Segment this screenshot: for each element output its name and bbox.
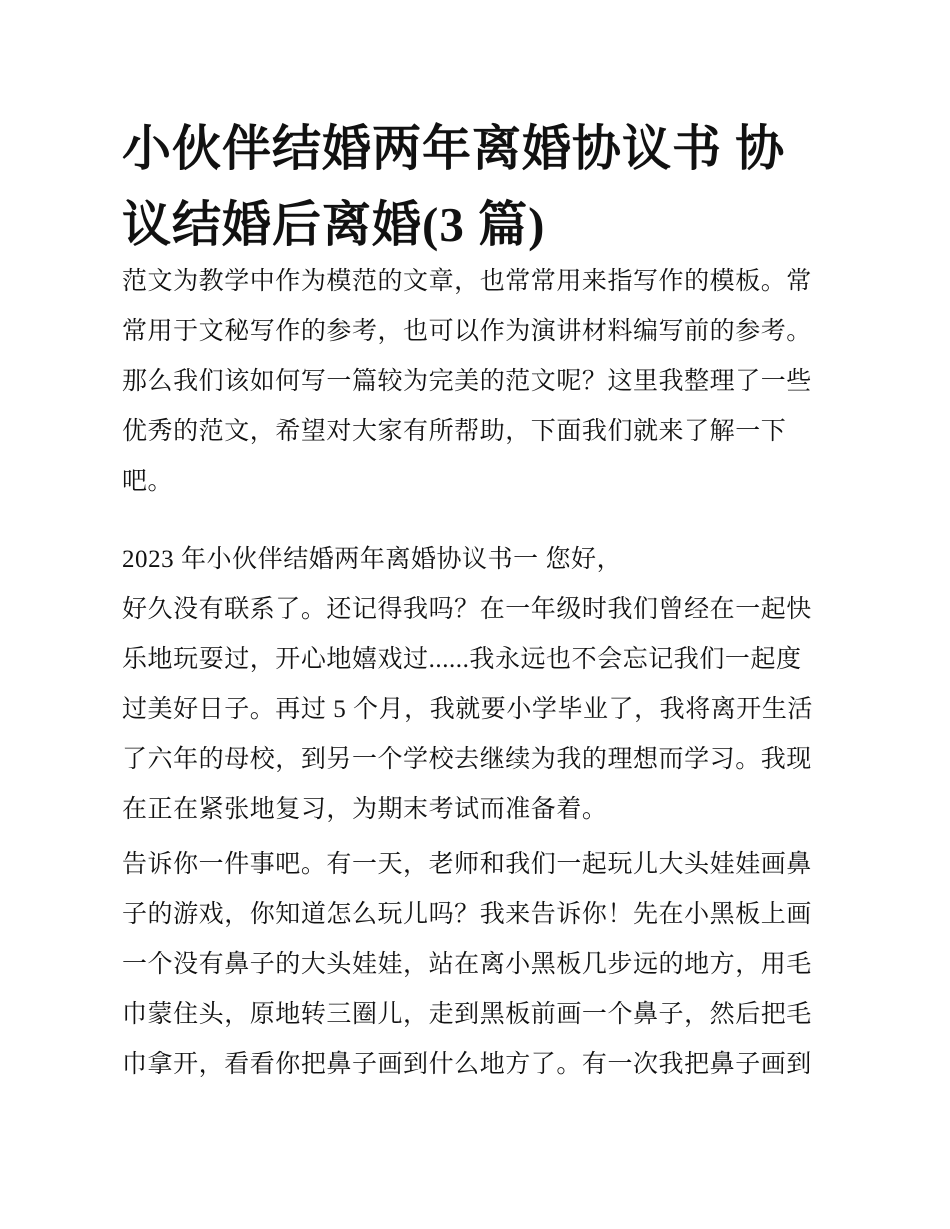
text-line: 常用于文秘写作的参考，也可以作为演讲材料编写前的参考。 [122,318,812,345]
text-line: 巾蒙住头，原地转三圈儿，走到黑板前画一个鼻子，然后把毛 [122,1001,812,1028]
text-line: 范文为教学中作为模范的文章，也常常用来指写作的模板。常 [122,268,812,295]
text-line: 好久没有联系了。还记得我吗？在一年级时我们曾经在一起快 [122,596,812,623]
paragraph-intro [122,257,830,507]
text-line: 在正在紧张地复习，为期末考试而准备着。 [122,796,608,823]
text-line: 了六年的母校，到另一个学校去继续为我的理想而学习。我现 [122,746,812,773]
text-line: 2023 年小伙伴结婚两年离婚协议书一 您好， [122,546,623,573]
text-line: 过美好日子。再过 5 个月，我就要小学毕业了，我将离开生活 [122,696,813,723]
text-line: 乐地玩耍过，开心地嬉戏过......我永远也不会忘记我们一起度 [122,646,802,673]
text-line: 优秀的范文，希望对大家有所帮助，下面我们就来了解一下 [122,418,787,445]
paragraph-letter-1 [122,585,830,835]
text-line: 告诉你一件事吧。有一天，老师和我们一起玩儿大头娃娃画鼻 [122,851,812,878]
text-line: 一个没有鼻子的大头娃娃，站在离小黑板几步远的地方，用毛 [122,951,812,978]
page-title-line-1: 小伙伴结婚两年离婚协议书 协 [122,121,786,176]
text-line: 吧。 [122,468,174,495]
paragraph-subtitle [122,535,830,585]
text-line: 子的游戏，你知道怎么玩儿吗？我来告诉你！先在小黑板上画 [122,901,812,928]
page-title [122,111,830,263]
text-line: 那么我们该如何写一篇较为完美的范文呢？这里我整理了一些 [122,368,812,395]
document-body [122,257,830,1090]
text-line: 巾拿开，看看你把鼻子画到什么地方了。有一次我把鼻子画到 [122,1051,812,1078]
paragraph-letter-2 [122,840,830,1090]
page-title-line-2: 议结婚后离婚(3 篇) [122,197,546,252]
